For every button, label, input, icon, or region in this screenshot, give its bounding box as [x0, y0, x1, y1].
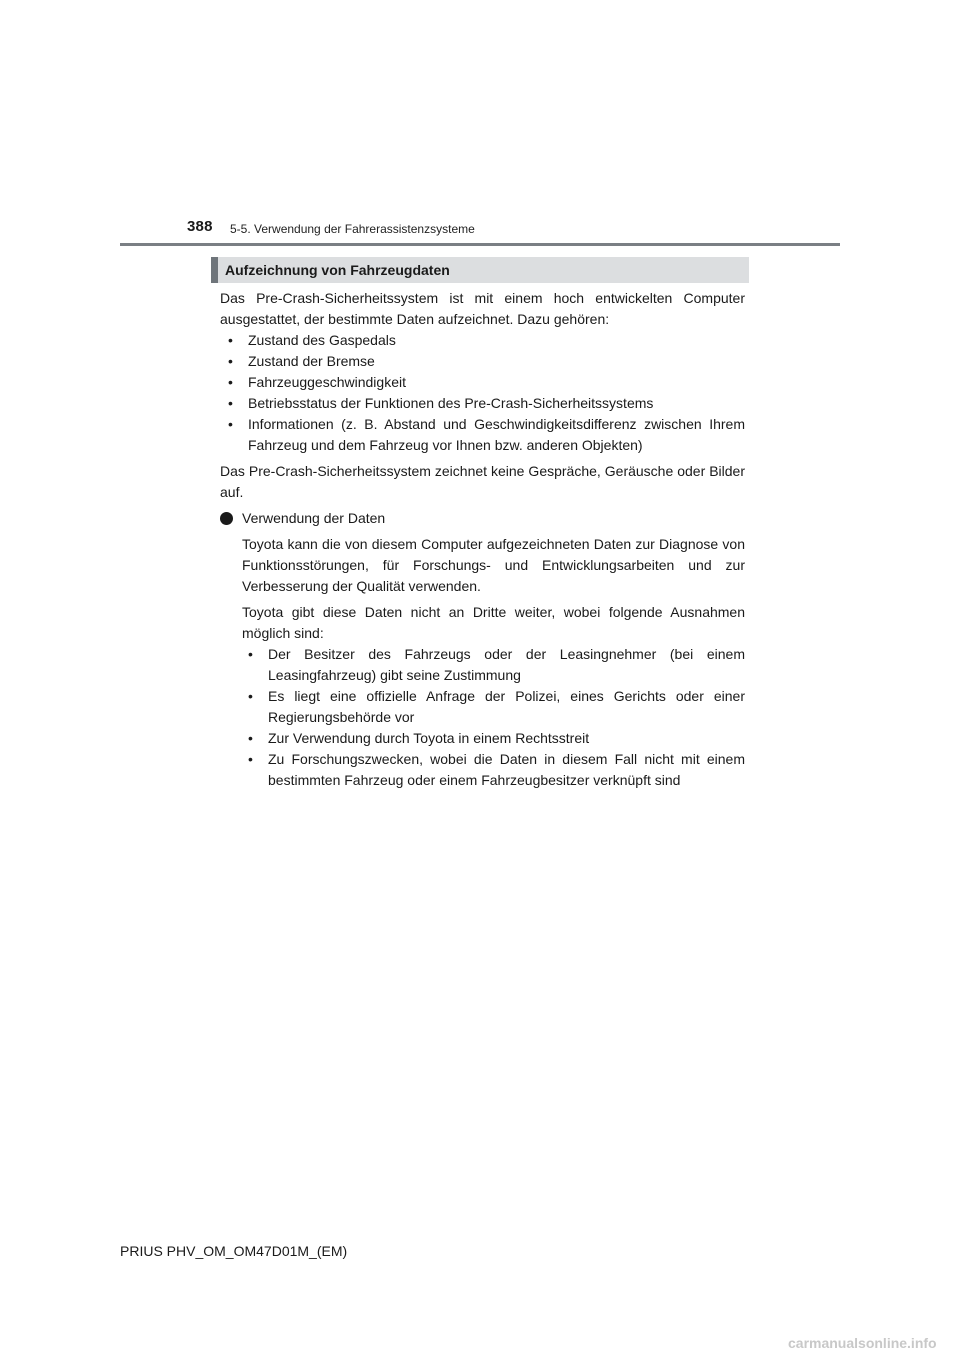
list-item: • Betriebsstatus der Funktionen des Pre-Crash-Sicherheitssystems: [226, 393, 745, 414]
bullet-icon: •: [248, 751, 253, 767]
bullet-icon: •: [228, 416, 233, 432]
usage-section: [220, 534, 745, 791]
intro-paragraph: Das Pre-Crash-Sicherheitssystem ist mit einem hoch entwickelten Computer ausgestattet, der bestimmte Daten aufzeichnet. Dazu gehören:: [220, 290, 745, 327]
list-item: • Es liegt eine offizielle Anfrage der Polizei, eines Gerichts oder einer Regierungsbehörde vor: [248, 688, 745, 725]
list-item: • Der Besitzer des Fahrzeugs oder der Leasingnehmer (bei einem Leasingfahrzeug) gibt seine Zustimmung: [248, 646, 745, 683]
section-heading-bar: [211, 257, 749, 283]
no-record-paragraph: Das Pre-Crash-Sicherheitssystem zeichnet keine Gespräche, Geräusche oder Bilder auf.: [220, 463, 745, 500]
list-item: • Zur Verwendung durch Toyota in einem Rechtsstreit: [246, 728, 745, 749]
usage-heading: [220, 508, 745, 529]
bullet-icon: •: [228, 332, 233, 348]
bullet-icon: •: [248, 688, 253, 704]
bullet-icon: •: [248, 730, 253, 746]
body-content: [220, 288, 745, 791]
watermark: carmanualsonline.info: [788, 1335, 937, 1351]
chapter-title: 5-5. Verwendung der Fahrerassistenzsysteme: [230, 222, 475, 236]
usage-paragraph-1: Toyota kann die von diesem Computer aufgezeichneten Daten zur Diagnose von Funktionsstörungen, für Forschungs- und Entwicklungsarbeiten und zur Verbesserung der Qualität verwenden.: [242, 536, 745, 594]
page-number: 388: [187, 218, 213, 235]
bullet-icon: •: [228, 374, 233, 390]
recorded-data-list: [220, 330, 745, 456]
bullet-icon: •: [248, 646, 253, 662]
bullet-icon: •: [228, 395, 233, 411]
exceptions-list: [242, 644, 745, 791]
usage-heading-text: Verwendung der Daten: [242, 510, 386, 526]
footer-doc-id: PRIUS PHV_OM_OM47D01M_(EM): [120, 1243, 348, 1259]
list-item: • Informationen (z. B. Abstand und Geschwindigkeitsdifferenz zwischen Ihrem Fahrzeug und dem Fahrzeug vor Ihnen bzw. anderen Objekten): [228, 416, 745, 453]
list-item: • Zustand der Bremse: [226, 351, 745, 372]
list-item: • Zustand des Gaspedals: [226, 330, 745, 351]
list-item: • Zu Forschungszwecken, wobei die Daten in diesem Fall nicht mit einem bestimmten Fahrzeug oder einem Fahrzeugbesitzer verknüpft sind: [248, 751, 745, 788]
section-accent: [211, 257, 218, 283]
usage-paragraph-2: Toyota gibt diese Daten nicht an Dritte weiter, wobei folgende Ausnahmen möglich sind:: [242, 604, 745, 641]
filled-circle-icon: [220, 512, 233, 525]
list-item: • Fahrzeuggeschwindigkeit: [226, 372, 745, 393]
header-rule: [120, 243, 840, 246]
section-title: Aufzeichnung von Fahrzeugdaten: [225, 262, 450, 278]
bullet-icon: •: [228, 353, 233, 369]
